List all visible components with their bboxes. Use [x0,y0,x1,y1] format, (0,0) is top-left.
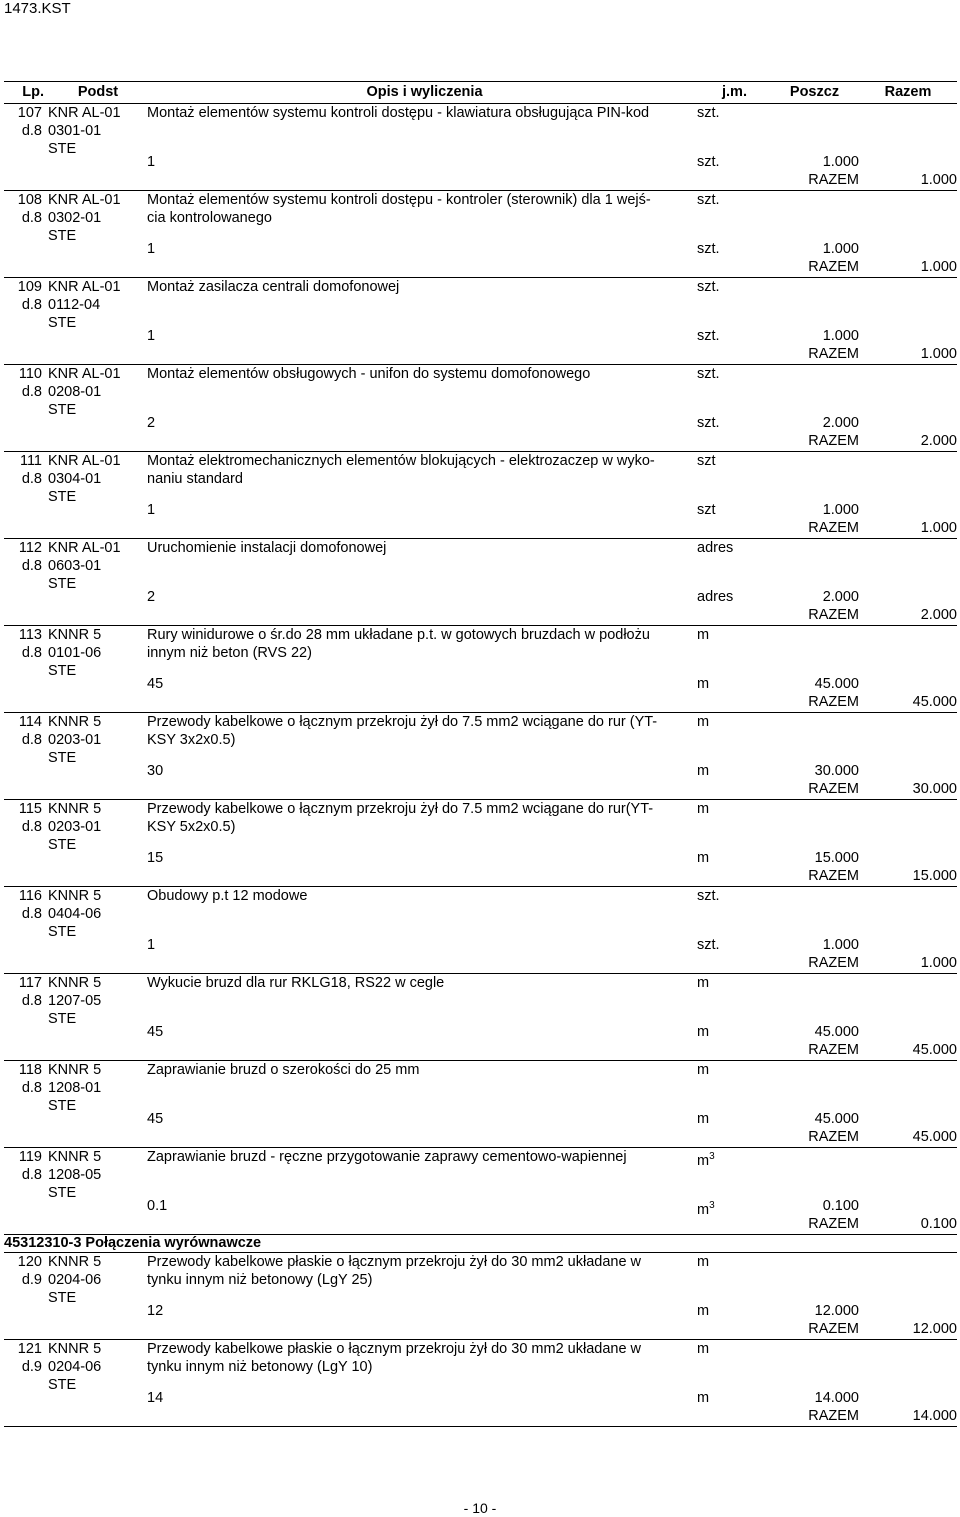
row-ste: STE [48,1377,77,1393]
row-ste: STE [48,663,77,679]
row-basis-code: KNNR 5 [48,627,102,643]
row-description: Montaż zasilacza centrali domofonowej [147,279,400,295]
row-basis-code: KNR AL-01 [48,540,121,556]
row-description: innym niż beton (RVS 22) [147,645,312,661]
row-ste: STE [48,489,77,505]
row-basis-code: KNNR 5 [48,1062,102,1078]
col-opis-header: Opis i wyliczenia [366,84,483,100]
row-d-label: d.8 [21,1080,42,1096]
row-basis-number: 0204-06 [48,1272,102,1288]
row-poszcz: 45.000 [814,1024,859,1040]
row-quantity-unit: szt. [697,241,720,257]
row-lp: 107 [17,105,42,121]
row-ste: STE [48,228,77,244]
row-basis-number: 0404-06 [48,906,102,922]
row-razem-value: 1.000 [920,259,957,275]
row-description: KSY 3x2x0.5) [147,732,236,748]
row-description: Rury winidurowe o śr.do 28 mm układane p.t. w gotowych bruzdach w podłożu [147,627,650,643]
table-row [4,104,957,191]
row-d-label: d.8 [21,384,42,400]
row-basis-code: KNR AL-01 [48,366,121,382]
row-basis-number: 0304-01 [48,471,102,487]
row-quantity-unit: szt. [697,415,720,431]
row-description: cia kontrolowanego [147,210,272,226]
row-description: Przewody kabelkowe o łącznym przekroju żył do 7.5 mm2 wciągane do rur(YT- [147,801,654,817]
row-quantity-unit: szt. [697,154,720,170]
row-description: Wykucie bruzd dla rur RKLG18, RS22 w cegle [147,975,445,991]
table-row [4,1061,957,1148]
row-basis-number: 0204-06 [48,1359,102,1375]
row-basis-code: KNNR 5 [48,1149,102,1165]
row-razem-label: RAZEM [808,607,859,623]
row-lp: 119 [18,1149,42,1165]
table-row [4,191,957,278]
row-basis-number: 0112-04 [48,297,101,313]
row-razem-value: 1.000 [920,955,957,971]
row-lp: 113 [18,627,42,643]
row-unit: m [697,627,710,643]
row-unit: m [697,801,710,817]
section-heading: 45312310-3 Połączenia wyrównawcze [4,1235,957,1253]
row-ste: STE [48,1185,77,1201]
row-razem-label: RAZEM [808,955,859,971]
row-basis-number: 1208-01 [48,1080,102,1096]
row-lp: 111 [19,453,42,469]
row-basis-code: KNNR 5 [48,1341,102,1357]
row-poszcz: 1.000 [822,154,859,170]
row-basis-number: 0603-01 [48,558,102,574]
row-description: Przewody kabelkowe o łącznym przekroju żył do 7.5 mm2 wciągane do rur (YT- [147,714,658,730]
row-razem-value: 45.000 [912,694,957,710]
row-razem-label: RAZEM [808,1321,859,1337]
row-razem-label: RAZEM [808,433,859,449]
row-unit: m [697,714,710,730]
row-razem-value: 1.000 [920,520,957,536]
row-poszcz: 45.000 [814,676,859,692]
col-jm-header: j.m. [722,84,747,100]
row-razem-value: 2.000 [920,607,957,623]
row-d-label: d.8 [21,732,42,748]
row-description: Montaż elementów systemu kontroli dostępu - kontroler (sterownik) dla 1 wejś- [147,192,651,208]
table-row [4,974,957,1061]
row-quantity-unit: $m^3$ [697,1200,715,1218]
row-d-label: d.8 [21,1167,42,1183]
row-quantity-expr: 15 [147,850,164,866]
row-quantity-expr: 1 [147,154,156,170]
row-basis-number: 0208-01 [48,384,102,400]
row-description: tynku innym niż betonowy (LgY 25) [147,1272,373,1288]
row-description: Zaprawianie bruzd o szerokości do 25 mm [147,1062,420,1078]
table-row [4,887,957,974]
row-unit: m [697,1062,710,1078]
row-basis-number: 0101-06 [48,645,102,661]
row-lp: 117 [18,975,42,991]
table-row [4,1148,957,1235]
row-description: Uruchomienie instalacji domofonowej [147,540,387,556]
row-razem-value: 0.100 [920,1216,957,1232]
row-description: Przewody kabelkowe płaskie o łącznym przekroju żył do 30 mm2 układane w [147,1341,642,1357]
row-description: Obudowy p.t 12 modowe [147,888,308,904]
row-razem-value: 45.000 [912,1129,957,1145]
row-poszcz: 2.000 [822,415,859,431]
row-d-label: d.8 [21,558,42,574]
document-title: 1473.KST [4,0,71,17]
row-lp: 110 [18,366,42,382]
row-d-label: d.8 [21,210,42,226]
row-unit: szt. [697,888,720,904]
row-razem-label: RAZEM [808,694,859,710]
row-unit: m [697,1341,710,1357]
row-basis-number: 0203-01 [48,819,102,835]
row-razem-label: RAZEM [808,1216,859,1232]
row-description: KSY 5x2x0.5) [147,819,236,835]
row-poszcz: 1.000 [822,241,859,257]
row-d-label: d.8 [21,993,42,1009]
row-quantity-unit: szt [697,502,716,518]
row-basis-number: 0203-01 [48,732,102,748]
row-ste: STE [48,576,77,592]
row-lp: 109 [17,279,42,295]
col-lp-header: Lp. [22,84,44,100]
col-razem-header: Razem [884,84,932,100]
row-unit: szt. [697,105,720,121]
row-poszcz: 1.000 [822,502,859,518]
row-d-label: d.8 [21,819,42,835]
row-unit: szt. [697,192,720,208]
row-basis-code: KNR AL-01 [48,279,121,295]
row-poszcz: 1.000 [822,937,859,953]
row-razem-label: RAZEM [808,259,859,275]
row-lp: 120 [17,1254,42,1270]
row-description: naniu standard [147,471,243,487]
row-lp: 114 [18,714,42,730]
row-lp: 116 [18,888,42,904]
table-row [4,1253,957,1340]
row-unit: adres [697,540,734,556]
row-d-label: d.8 [21,906,42,922]
row-quantity-expr: 12 [147,1303,164,1319]
row-basis-code: KNNR 5 [48,975,102,991]
row-razem-value: 15.000 [912,868,957,884]
row-ste: STE [48,141,77,157]
table-row [4,626,957,713]
row-basis-code: KNNR 5 [48,1254,102,1270]
table-row [4,452,957,539]
row-d-label: d.9 [21,1359,42,1375]
row-ste: STE [48,1290,77,1306]
row-quantity-expr: 45 [147,1111,164,1127]
row-razem-label: RAZEM [808,1129,859,1145]
row-razem-label: RAZEM [808,1408,859,1424]
row-quantity-expr: 2 [147,589,156,605]
row-lp: 112 [18,540,42,556]
row-ste: STE [48,315,77,331]
row-razem-label: RAZEM [808,781,859,797]
row-razem-label: RAZEM [808,520,859,536]
row-ste: STE [48,402,77,418]
row-quantity-unit: m [697,1390,710,1406]
row-description: Montaż elementów systemu kontroli dostępu - klawiatura obsługująca PIN-kod [147,105,650,121]
row-quantity-unit: m [697,1111,710,1127]
row-ste: STE [48,1011,77,1027]
row-unit: szt. [697,366,720,382]
row-unit: $m^3$ [697,1151,715,1169]
table-row [4,800,957,887]
row-description: tynku innym niż betonowy (LgY 10) [147,1359,373,1375]
row-unit: m [697,975,710,991]
row-quantity-unit: szt. [697,937,720,953]
row-basis-number: 0302-01 [48,210,102,226]
col-podst-header: Podst [77,84,119,100]
row-poszcz: 14.000 [814,1390,859,1406]
row-lp: 115 [18,801,42,817]
row-quantity-unit: m [697,1303,710,1319]
row-ste: STE [48,837,77,853]
table-row [4,713,957,800]
row-razem-value: 30.000 [912,781,957,797]
row-description: Przewody kabelkowe płaskie o łącznym przekroju żył do 30 mm2 układane w [147,1254,642,1270]
row-lp: 121 [17,1341,42,1357]
row-basis-code: KNR AL-01 [48,192,121,208]
row-quantity-expr: 14 [147,1390,164,1406]
row-quantity-unit: m [697,676,710,692]
table-row [4,278,957,365]
row-poszcz: 30.000 [814,763,859,779]
table-row [4,1340,957,1427]
row-unit: m [697,1254,710,1270]
row-d-label: d.8 [21,297,42,313]
row-ste: STE [48,1098,77,1114]
row-basis-code: KNR AL-01 [48,453,121,469]
row-basis-code: KNNR 5 [48,801,102,817]
row-razem-value: 14.000 [912,1408,957,1424]
table-body [4,104,957,1427]
row-d-label: d.8 [21,471,42,487]
row-basis-code: KNNR 5 [48,888,102,904]
row-razem-label: RAZEM [808,172,859,188]
row-razem-label: RAZEM [808,868,859,884]
row-razem-value: 2.000 [920,433,957,449]
row-unit: szt. [697,279,720,295]
row-basis-number: 0301-01 [48,123,102,139]
row-quantity-expr: 1 [147,937,156,953]
row-quantity-expr: 45 [147,676,164,692]
row-unit: szt [697,453,716,469]
row-ste: STE [48,924,77,940]
row-poszcz: 12.000 [814,1303,859,1319]
row-razem-label: RAZEM [808,1042,859,1058]
row-quantity-unit: m [697,763,710,779]
row-d-label: d.8 [21,645,42,661]
row-description: Montaż elementów obsługowych - unifon do systemu domofonowego [147,366,591,382]
row-lp: 118 [18,1062,42,1078]
row-description: Zaprawianie bruzd - ręczne przygotowanie zaprawy cementowo-wapiennej [147,1149,627,1165]
row-quantity-expr: 1 [147,241,156,257]
row-lp: 108 [17,192,42,208]
row-basis-number: 1208-05 [48,1167,102,1183]
table-row [4,539,957,626]
row-basis-number: 1207-05 [48,993,102,1009]
row-poszcz: 0.100 [822,1198,859,1214]
row-quantity-unit: szt. [697,328,720,344]
table-row [4,365,957,452]
row-razem-value: 12.000 [912,1321,957,1337]
row-basis-code: KNR AL-01 [48,105,121,121]
row-quantity-expr: 1 [147,328,156,344]
row-quantity-unit: m [697,850,710,866]
row-quantity-expr: 30 [147,763,164,779]
row-quantity-expr: 2 [147,415,156,431]
row-basis-code: KNNR 5 [48,714,102,730]
row-poszcz: 1.000 [822,328,859,344]
table-header [4,81,957,104]
row-d-label: d.8 [21,123,42,139]
row-quantity-expr: 0.1 [147,1198,168,1214]
row-d-label: d.9 [21,1272,42,1288]
row-quantity-unit: adres [697,589,734,605]
row-razem-label: RAZEM [808,346,859,362]
row-description: Montaż elektromechanicznych elementów blokujących - elektrozaczep w wyko- [147,453,655,469]
col-poszcz-header: Poszcz [789,84,840,100]
row-quantity-unit: m [697,1024,710,1040]
page-number: - 10 - [463,1500,497,1516]
row-poszcz: 45.000 [814,1111,859,1127]
row-poszcz: 15.000 [814,850,859,866]
row-razem-value: 1.000 [920,346,957,362]
row-ste: STE [48,750,77,766]
row-quantity-expr: 45 [147,1024,164,1040]
row-poszcz: 2.000 [822,589,859,605]
cost-estimate-table [4,81,957,1427]
row-razem-value: 45.000 [912,1042,957,1058]
row-quantity-expr: 1 [147,502,156,518]
row-razem-value: 1.000 [920,172,957,188]
